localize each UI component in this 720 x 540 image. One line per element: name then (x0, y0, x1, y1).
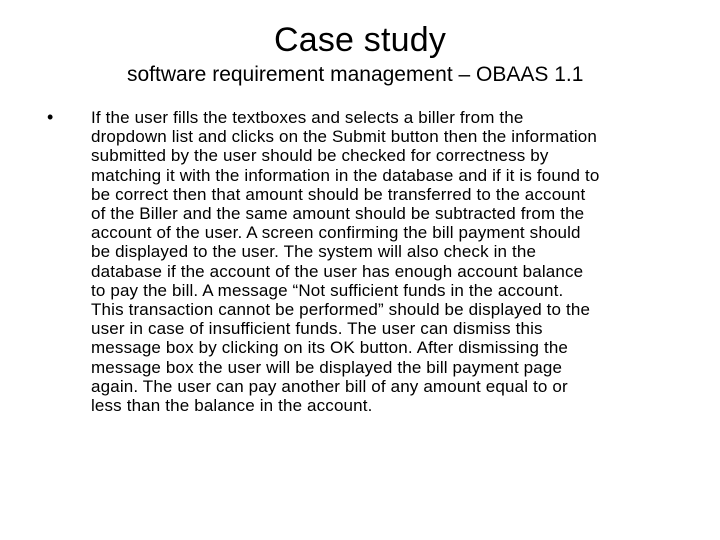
paragraph-line: database if the account of the user has enough account balance (91, 261, 584, 281)
paragraph-line: message box by clicking on its OK button. After dismissing the (91, 338, 569, 358)
paragraph-line: less than the balance in the account. (91, 396, 373, 416)
bullet-marker: • (47, 107, 54, 127)
paragraph-line: submitted by the user should be checked for correctness by (91, 146, 549, 166)
bullet-paragraph (91, 108, 691, 415)
paragraph-line: be displayed to the user. The system will also check in the (91, 242, 537, 262)
paragraph-line: dropdown list and clicks on the Submit button then the information (91, 127, 598, 147)
paragraph-line: of the Biller and the same amount should be subtracted from the (91, 204, 585, 224)
slide-subtitle: software requirement management – OBAAS 1.1 (127, 63, 584, 86)
paragraph-line: This transaction cannot be performed” should be displayed to the (91, 300, 591, 320)
paragraph-line: account of the user. A screen confirming the bill payment should (91, 223, 581, 243)
paragraph-line: message box the user will be displayed the bill payment page (91, 357, 563, 377)
paragraph-line: again. The user can pay another bill of any amount equal to or (91, 376, 568, 396)
paragraph-line: matching it with the information in the database and if it is found to (91, 165, 600, 185)
paragraph-line: be correct then that amount should be transferred to the account (91, 184, 586, 204)
paragraph-line: user in case of insufficient funds. The user can dismiss this (91, 319, 543, 339)
paragraph-line: If the user fills the textboxes and selects a biller from the (91, 108, 524, 127)
slide-title: Case study (273, 21, 447, 59)
paragraph-line: to pay the bill. A message “Not sufficient funds in the account. (91, 280, 564, 300)
